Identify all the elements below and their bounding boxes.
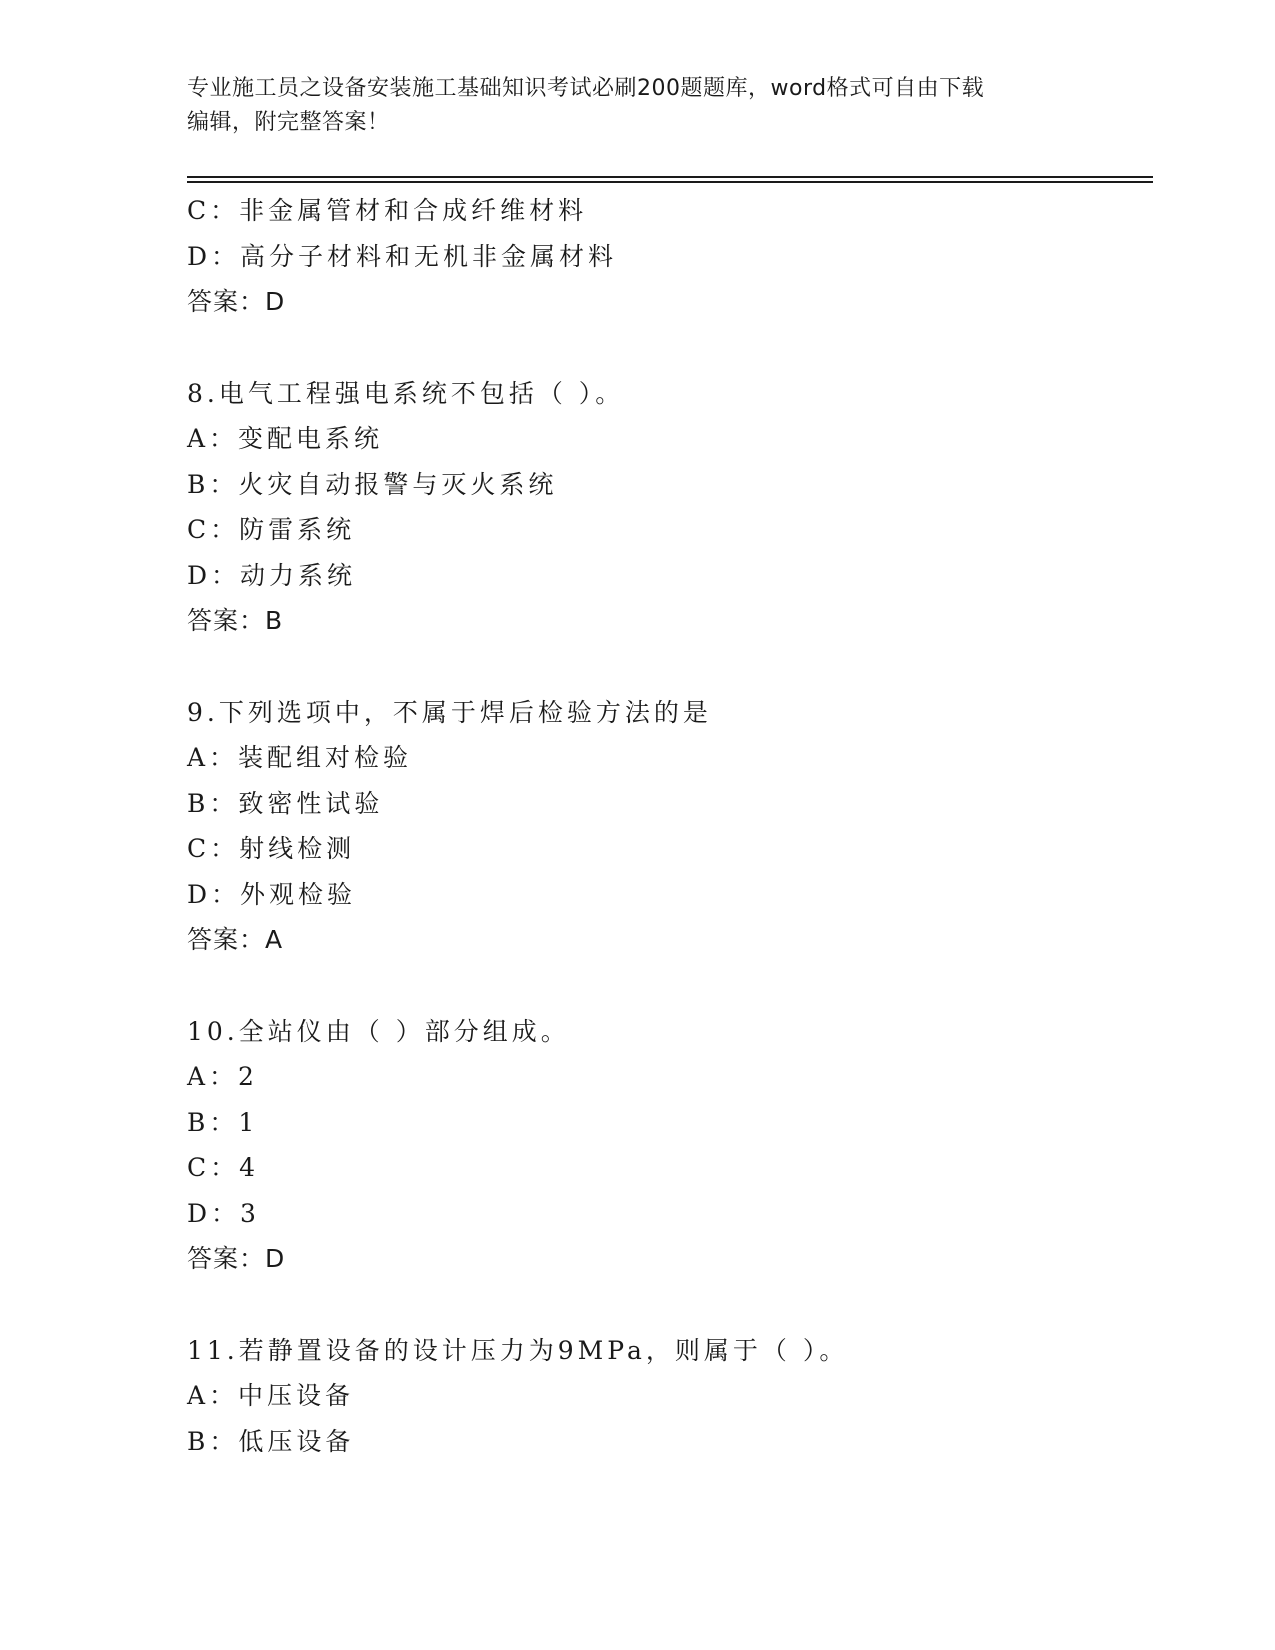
question-block — [187, 371, 1153, 644]
option-a: A：装配组对检验 — [187, 743, 413, 772]
answer-line: 答案：A — [187, 925, 284, 954]
header-divider-top — [187, 176, 1153, 178]
answer-line: 答案：D — [187, 1244, 286, 1273]
question-block — [187, 1328, 1153, 1465]
option-d: D：动力系统 — [187, 560, 357, 590]
question-list — [187, 188, 1153, 1464]
question-text: 11.若静置设备的设计压力为9MPa，则属于（ ）。 — [187, 1335, 849, 1365]
question-text: 9.下列选项中，不属于焊后检验方法的是 — [187, 697, 712, 727]
question-text: 10.全站仪由（ ）部分组成。 — [187, 1016, 570, 1046]
option-b: B：1 — [187, 1107, 259, 1137]
header-line-1: 专业施工员之设备安装施工基础知识考试必刷200题题库，word格式可自由下载 — [187, 76, 985, 101]
answer-line: 答案：D — [187, 287, 286, 316]
question-block — [187, 1009, 1153, 1282]
option-d: D：3 — [187, 1198, 260, 1228]
answer-line: 答案：B — [187, 606, 284, 635]
option-b: B：致密性试验 — [187, 788, 384, 818]
header-divider-bottom — [187, 181, 1153, 183]
option-c: C：非金属管材和合成纤维材料 — [187, 196, 588, 225]
option-d: D：高分子材料和无机非金属材料 — [187, 241, 618, 271]
question-block — [187, 188, 1153, 325]
option-a: A：2 — [187, 1062, 258, 1091]
question-text: 8.电气工程强电系统不包括（ ）。 — [187, 378, 625, 408]
option-a: A：变配电系统 — [187, 424, 384, 453]
option-a: A：中压设备 — [187, 1381, 355, 1410]
option-c: C：射线检测 — [187, 834, 356, 863]
option-b: B：低压设备 — [187, 1426, 355, 1456]
option-c: C：防雷系统 — [187, 515, 356, 544]
question-block — [187, 690, 1153, 963]
document-header — [187, 72, 1087, 140]
header-line-2: 编辑，附完整答案！ — [187, 110, 390, 135]
option-d: D：外观检验 — [187, 879, 357, 909]
option-c: C：4 — [187, 1153, 260, 1182]
option-b: B：火灾自动报警与灭火系统 — [187, 469, 558, 499]
